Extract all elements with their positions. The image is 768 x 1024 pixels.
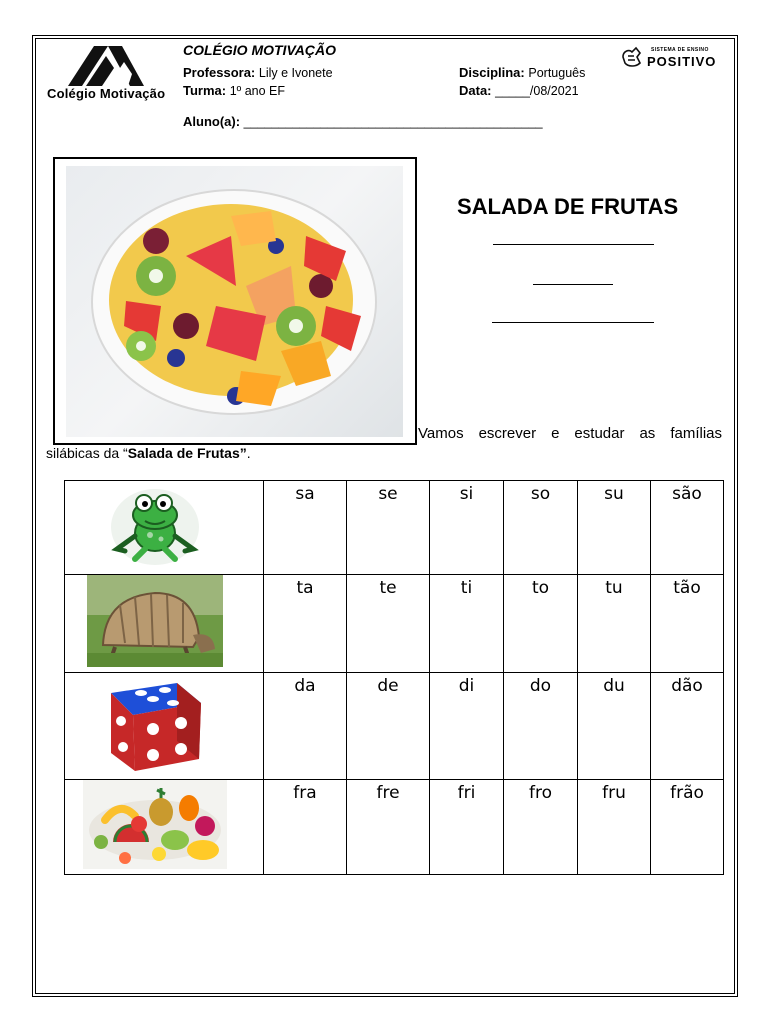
subject-line bbox=[459, 65, 585, 80]
instruction-bold: Salada de Frutas” bbox=[127, 445, 247, 461]
image-cell bbox=[65, 673, 264, 780]
table-row bbox=[65, 481, 724, 575]
syllable-cell: fro bbox=[504, 780, 578, 875]
syllable-cell: fra bbox=[264, 780, 347, 875]
armadillo-icon bbox=[65, 575, 263, 667]
frog-icon bbox=[65, 481, 263, 569]
student-blank[interactable]: ___________________________________________ bbox=[243, 115, 543, 129]
system-name-text: POSITIVO bbox=[647, 54, 717, 69]
class-line bbox=[183, 83, 285, 98]
instruction-line-2 bbox=[46, 445, 251, 461]
school-name: COLÉGIO MOTIVAÇÃO bbox=[183, 42, 336, 58]
teacher-line bbox=[183, 65, 333, 80]
table-row bbox=[65, 780, 724, 875]
syllable-cell: su bbox=[578, 481, 651, 575]
fruit-salad-photo-icon bbox=[66, 166, 403, 437]
syllable-cell: si bbox=[430, 481, 504, 575]
date-value: _____/08/2021 bbox=[495, 84, 579, 98]
instruction-line-1: Vamos escrever e estudar as famílias bbox=[418, 425, 722, 442]
date-label: Data: bbox=[459, 83, 492, 98]
syllable-cell: se bbox=[347, 481, 430, 575]
syllable-cell: de bbox=[347, 673, 430, 780]
syllable-cell: to bbox=[504, 575, 578, 673]
answer-line-3[interactable] bbox=[492, 322, 654, 323]
syllable-cell: fru bbox=[578, 780, 651, 875]
syllable-cell: ta bbox=[264, 575, 347, 673]
date-line bbox=[459, 83, 579, 98]
answer-line-1[interactable] bbox=[493, 244, 654, 245]
die-icon bbox=[65, 673, 263, 774]
instruction-prefix: silábicas da “ bbox=[46, 445, 128, 461]
syllable-cell: so bbox=[504, 481, 578, 575]
table-row bbox=[65, 673, 724, 780]
fruits-icon bbox=[65, 780, 263, 869]
subject-label: Disciplina: bbox=[459, 65, 525, 80]
student-label: Aluno(a): bbox=[183, 114, 241, 129]
syllable-cell: di bbox=[430, 673, 504, 780]
answer-line-2[interactable] bbox=[533, 284, 613, 285]
syllable-cell: frão bbox=[651, 780, 724, 875]
image-cell bbox=[65, 780, 264, 875]
teacher-label: Professora: bbox=[183, 65, 256, 80]
subject-value: Português bbox=[528, 66, 586, 80]
image-cell bbox=[65, 481, 264, 575]
syllable-cell: do bbox=[504, 673, 578, 780]
class-label: Turma: bbox=[183, 83, 227, 98]
syllable-cell: te bbox=[347, 575, 430, 673]
syllable-cell: sa bbox=[264, 481, 347, 575]
student-line bbox=[183, 114, 543, 129]
syllable-cell: são bbox=[651, 481, 724, 575]
instruction-suffix: . bbox=[246, 445, 251, 461]
syllable-cell: tu bbox=[578, 575, 651, 673]
worksheet-title: SALADA DE FRUTAS bbox=[457, 194, 679, 219]
system-small-text: SISTEMA DE ENSINO bbox=[651, 47, 709, 53]
logo-text: Colégio Motivação bbox=[47, 86, 166, 101]
syllable-table bbox=[64, 480, 724, 875]
syllable-cell: du bbox=[578, 673, 651, 780]
teacher-value: Lily e Ivonete bbox=[258, 66, 333, 80]
class-value: 1º ano EF bbox=[229, 84, 286, 98]
syllable-cell: dão bbox=[651, 673, 724, 780]
syllable-cell: fre bbox=[347, 780, 430, 875]
syllable-cell: da bbox=[264, 673, 347, 780]
image-cell bbox=[65, 575, 264, 673]
syllable-cell: fri bbox=[430, 780, 504, 875]
table-row bbox=[65, 575, 724, 673]
syllable-cell: ti bbox=[430, 575, 504, 673]
syllable-cell: tão bbox=[651, 575, 724, 673]
